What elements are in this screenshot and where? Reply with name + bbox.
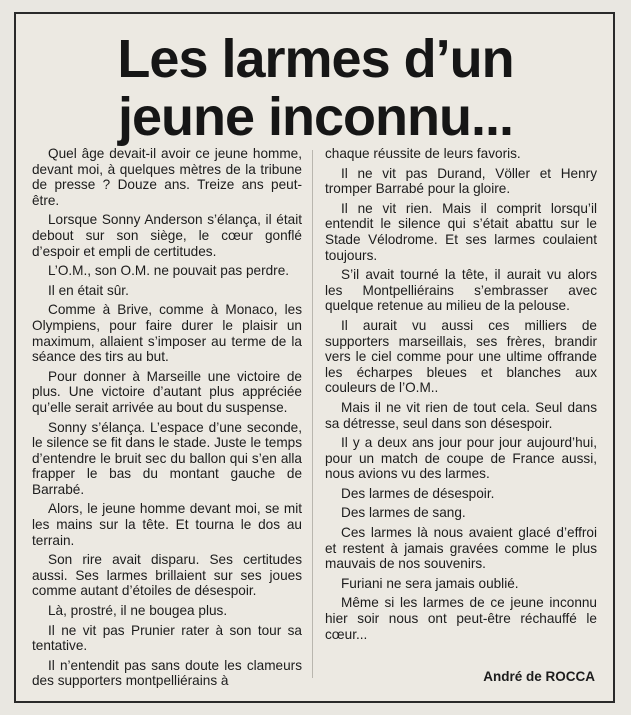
headline-line-2: jeune inconnu... (117, 87, 513, 147)
headline-line-1: Les larmes d’un (117, 29, 514, 89)
paragraph: Il ne vit rien. Mais il comprit lorsqu’il entendit le silence qui s’était abattu sur le Stade Vélodrome. Et ses larmes coulaient toujours. (325, 200, 597, 263)
column-divider (312, 150, 313, 678)
paragraph: Même si les larmes de ce jeune inconnu hier soir nous ont peut-être réchauffé le cœur... (325, 595, 597, 642)
paragraph: Mais il ne vit rien de tout cela. Seul dans sa détresse, seul dans son désespoir. (325, 399, 597, 431)
paragraph: Quel âge devait-il avoir ce jeune homme, devant moi, à quelques mètres de la tribune de presse ? Douze ans. Treize ans peut-être. (32, 146, 302, 208)
paragraph: Il ne vit pas Prunier rater à son tour sa tentative. (32, 622, 302, 654)
paragraph: Sonny s’élança. L’espace d’une seconde, le silence se fit dans le stade. Juste le temps d’entendre le bruit sec du ballon qui s’en alla frapper le bas du montant gauche de Barrabé. (32, 419, 302, 497)
paragraph: Il en était sûr. (48, 282, 129, 298)
paragraph-continuation: chaque réussite de leurs favoris. (325, 146, 521, 161)
paragraph: Pour donner à Marseille une victoire de plus. Une victoire d’autant plus appréciée qu’elle serait arrivée au bout du suspense. (32, 368, 302, 415)
paragraph: S’il avait tourné la tête, il aurait vu alors les Montpelliérains s’embrasser avec quelque retenue au milieu de la pelouse. (325, 267, 597, 314)
paragraph: Des larmes de désespoir. (341, 485, 495, 501)
byline: André de ROCCA (483, 669, 595, 684)
paragraph: Son rire avait disparu. Ses certitudes aussi. Ses larmes brillaient sur ses joues comme autant d’étoiles de désespoir. (32, 552, 302, 599)
paragraph: L’O.M., son O.M. ne pouvait pas perdre. (48, 263, 290, 279)
paragraph: Lorsque Sonny Anderson s’élança, il était debout sur son siège, le cœur gonflé d’espoir et empli de certitudes. (32, 212, 302, 259)
paragraph: Il aurait vu aussi ces milliers de supporters marseillais, ses frères, brandir vers le ciel comme pour une ultime offrande les écharpes bleues et blanches aux couleurs de l’O.M.. (325, 317, 597, 396)
paragraph: Des larmes de sang. (341, 505, 466, 521)
paragraph: Comme à Brive, comme à Monaco, les Olympiens, pour faire durer le plaisir un maximum, allaient s’imposer au terme de la séance des tirs au but. (32, 302, 302, 365)
right-column (325, 146, 597, 646)
paragraph: Là, prostré, il ne bougea plus. (48, 603, 228, 619)
paragraph: Ces larmes là nous avaient glacé d’effroi et restent à jamais gravées comme le plus mauvais de nos souvenirs. (325, 525, 597, 572)
paragraph: Il n’entendit pas sans doute les clameurs des supporters montpelliérains à (32, 657, 302, 689)
paragraph: Furiani ne sera jamais oublié. (341, 575, 519, 591)
left-column (32, 146, 302, 693)
paragraph: Il ne vit pas Durand, Völler et Henry tromper Barrabé pour la gloire. (325, 165, 597, 197)
paragraph: Alors, le jeune homme devant moi, se mit les mains sur la tête. Et tourna le dos au terrain. (32, 501, 302, 548)
headline (0, 30, 631, 146)
paragraph: Il y a deux ans jour pour jour aujourd’hui, pour un match de coupe de France aussi, nous avions vu des larmes. (325, 435, 597, 482)
